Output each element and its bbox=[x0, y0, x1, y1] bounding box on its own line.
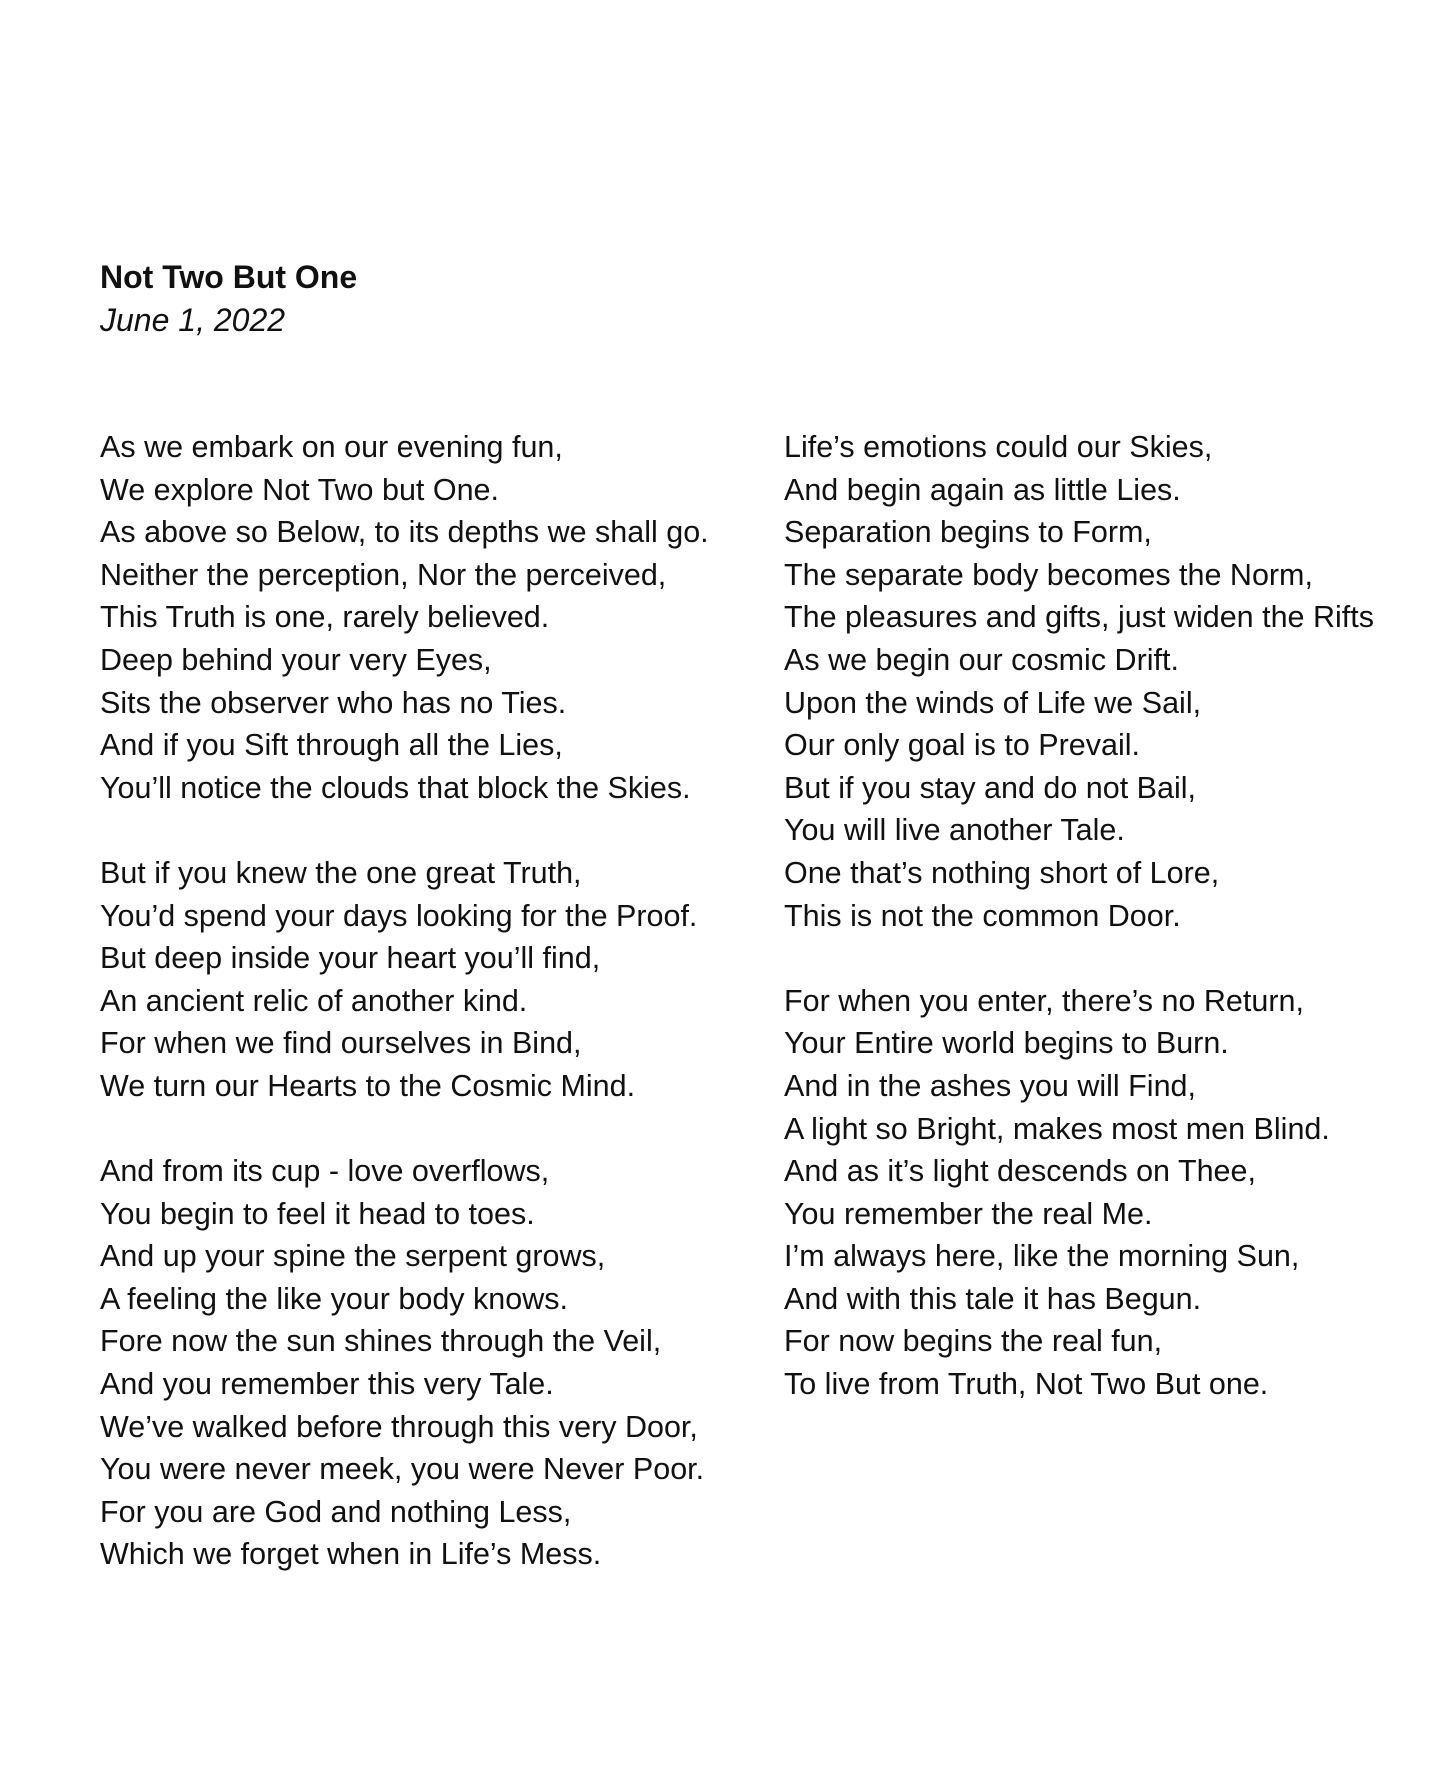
poem-line: For you are God and nothing Less, bbox=[100, 1494, 572, 1529]
poem-line: You’d spend your days looking for the Proof. bbox=[100, 898, 698, 933]
poem-line: And up your spine the serpent grows, bbox=[100, 1239, 606, 1274]
poem-line: Neither the perception, Nor the perceived, bbox=[100, 557, 667, 592]
poem-line: Your Entire world begins to Burn. bbox=[784, 1026, 1229, 1061]
poem-line: And with this tale it has Begun. bbox=[784, 1281, 1202, 1316]
poem-line: To live from Truth, Not Two But one. bbox=[784, 1367, 1269, 1402]
poem-line: You were never meek, you were Never Poor. bbox=[100, 1452, 705, 1487]
poem-line: And begin again as little Lies. bbox=[784, 472, 1181, 507]
poem-line: Deep behind your very Eyes, bbox=[100, 642, 492, 677]
poem-line: The pleasures and gifts, just widen the Rifts bbox=[784, 600, 1374, 635]
poem-line: Separation begins to Form, bbox=[784, 515, 1152, 550]
poem-line: For when we find ourselves in Bind, bbox=[100, 1026, 582, 1061]
poem-line: We turn our Hearts to the Cosmic Mind. bbox=[100, 1068, 636, 1103]
poem-line: This Truth is one, rarely believed. bbox=[100, 600, 550, 635]
poem-line: An ancient relic of another kind. bbox=[100, 983, 528, 1018]
poem-line: And you remember this very Tale. bbox=[100, 1367, 554, 1402]
poem-line: We explore Not Two but One. bbox=[100, 472, 499, 507]
poem-line: But if you stay and do not Bail, bbox=[784, 770, 1197, 805]
poem-stanza bbox=[784, 980, 1434, 1406]
poem-line: You’ll notice the clouds that block the Skies. bbox=[100, 770, 691, 805]
poem-line: One that’s nothing short of Lore, bbox=[784, 855, 1220, 890]
poem-line: For when you enter, there’s no Return, bbox=[784, 983, 1304, 1018]
poem-line: Life’s emotions could our Skies, bbox=[784, 430, 1213, 464]
poem-stanza bbox=[784, 426, 1434, 937]
poem-line: As above so Below, to its depths we shall go. bbox=[100, 515, 709, 550]
poem-line: We’ve walked before through this very Door, bbox=[100, 1409, 698, 1444]
poem-line: As we begin our cosmic Drift. bbox=[784, 642, 1179, 677]
poem-line: But deep inside your heart you’ll find, bbox=[100, 941, 601, 976]
poem-stanza bbox=[100, 1150, 760, 1576]
poem-stanza bbox=[100, 852, 760, 1108]
poem-line: You begin to feel it head to toes. bbox=[100, 1196, 535, 1231]
poem-line: A feeling the like your body knows. bbox=[100, 1281, 568, 1316]
poem-line: As we embark on our evening fun, bbox=[100, 430, 563, 464]
poem-line: A light so Bright, makes most men Blind. bbox=[784, 1111, 1330, 1146]
poem-line: You remember the real Me. bbox=[784, 1196, 1153, 1231]
poem-line: And as it’s light descends on Thee, bbox=[784, 1154, 1256, 1189]
poem-stanza bbox=[100, 426, 760, 809]
poem-line: And from its cup - love overflows, bbox=[100, 1154, 550, 1189]
poem-date: June 1, 2022 bbox=[100, 302, 286, 338]
poem-line: This is not the common Door. bbox=[784, 898, 1181, 933]
poem-line: The separate body becomes the Norm, bbox=[784, 557, 1313, 592]
poem-column-right bbox=[784, 426, 1434, 1448]
poem-line: Our only goal is to Prevail. bbox=[784, 728, 1140, 763]
poem-line: You will live another Tale. bbox=[784, 813, 1125, 848]
poem-line: And in the ashes you will Find, bbox=[784, 1068, 1196, 1103]
poem-line: Upon the winds of Life we Sail, bbox=[784, 685, 1202, 720]
poem-line: But if you knew the one great Truth, bbox=[100, 855, 582, 890]
poem-line: And if you Sift through all the Lies, bbox=[100, 728, 563, 763]
poem-line: For now begins the real fun, bbox=[784, 1324, 1163, 1359]
poem-line: Sits the observer who has no Ties. bbox=[100, 685, 567, 720]
poem-column-left bbox=[100, 426, 760, 1619]
poem-line: Which we forget when in Life’s Mess. bbox=[100, 1537, 602, 1572]
poem-line: Fore now the sun shines through the Veil, bbox=[100, 1324, 662, 1359]
poem-line: I’m always here, like the morning Sun, bbox=[784, 1239, 1300, 1274]
poem-title: Not Two But One bbox=[100, 259, 358, 295]
